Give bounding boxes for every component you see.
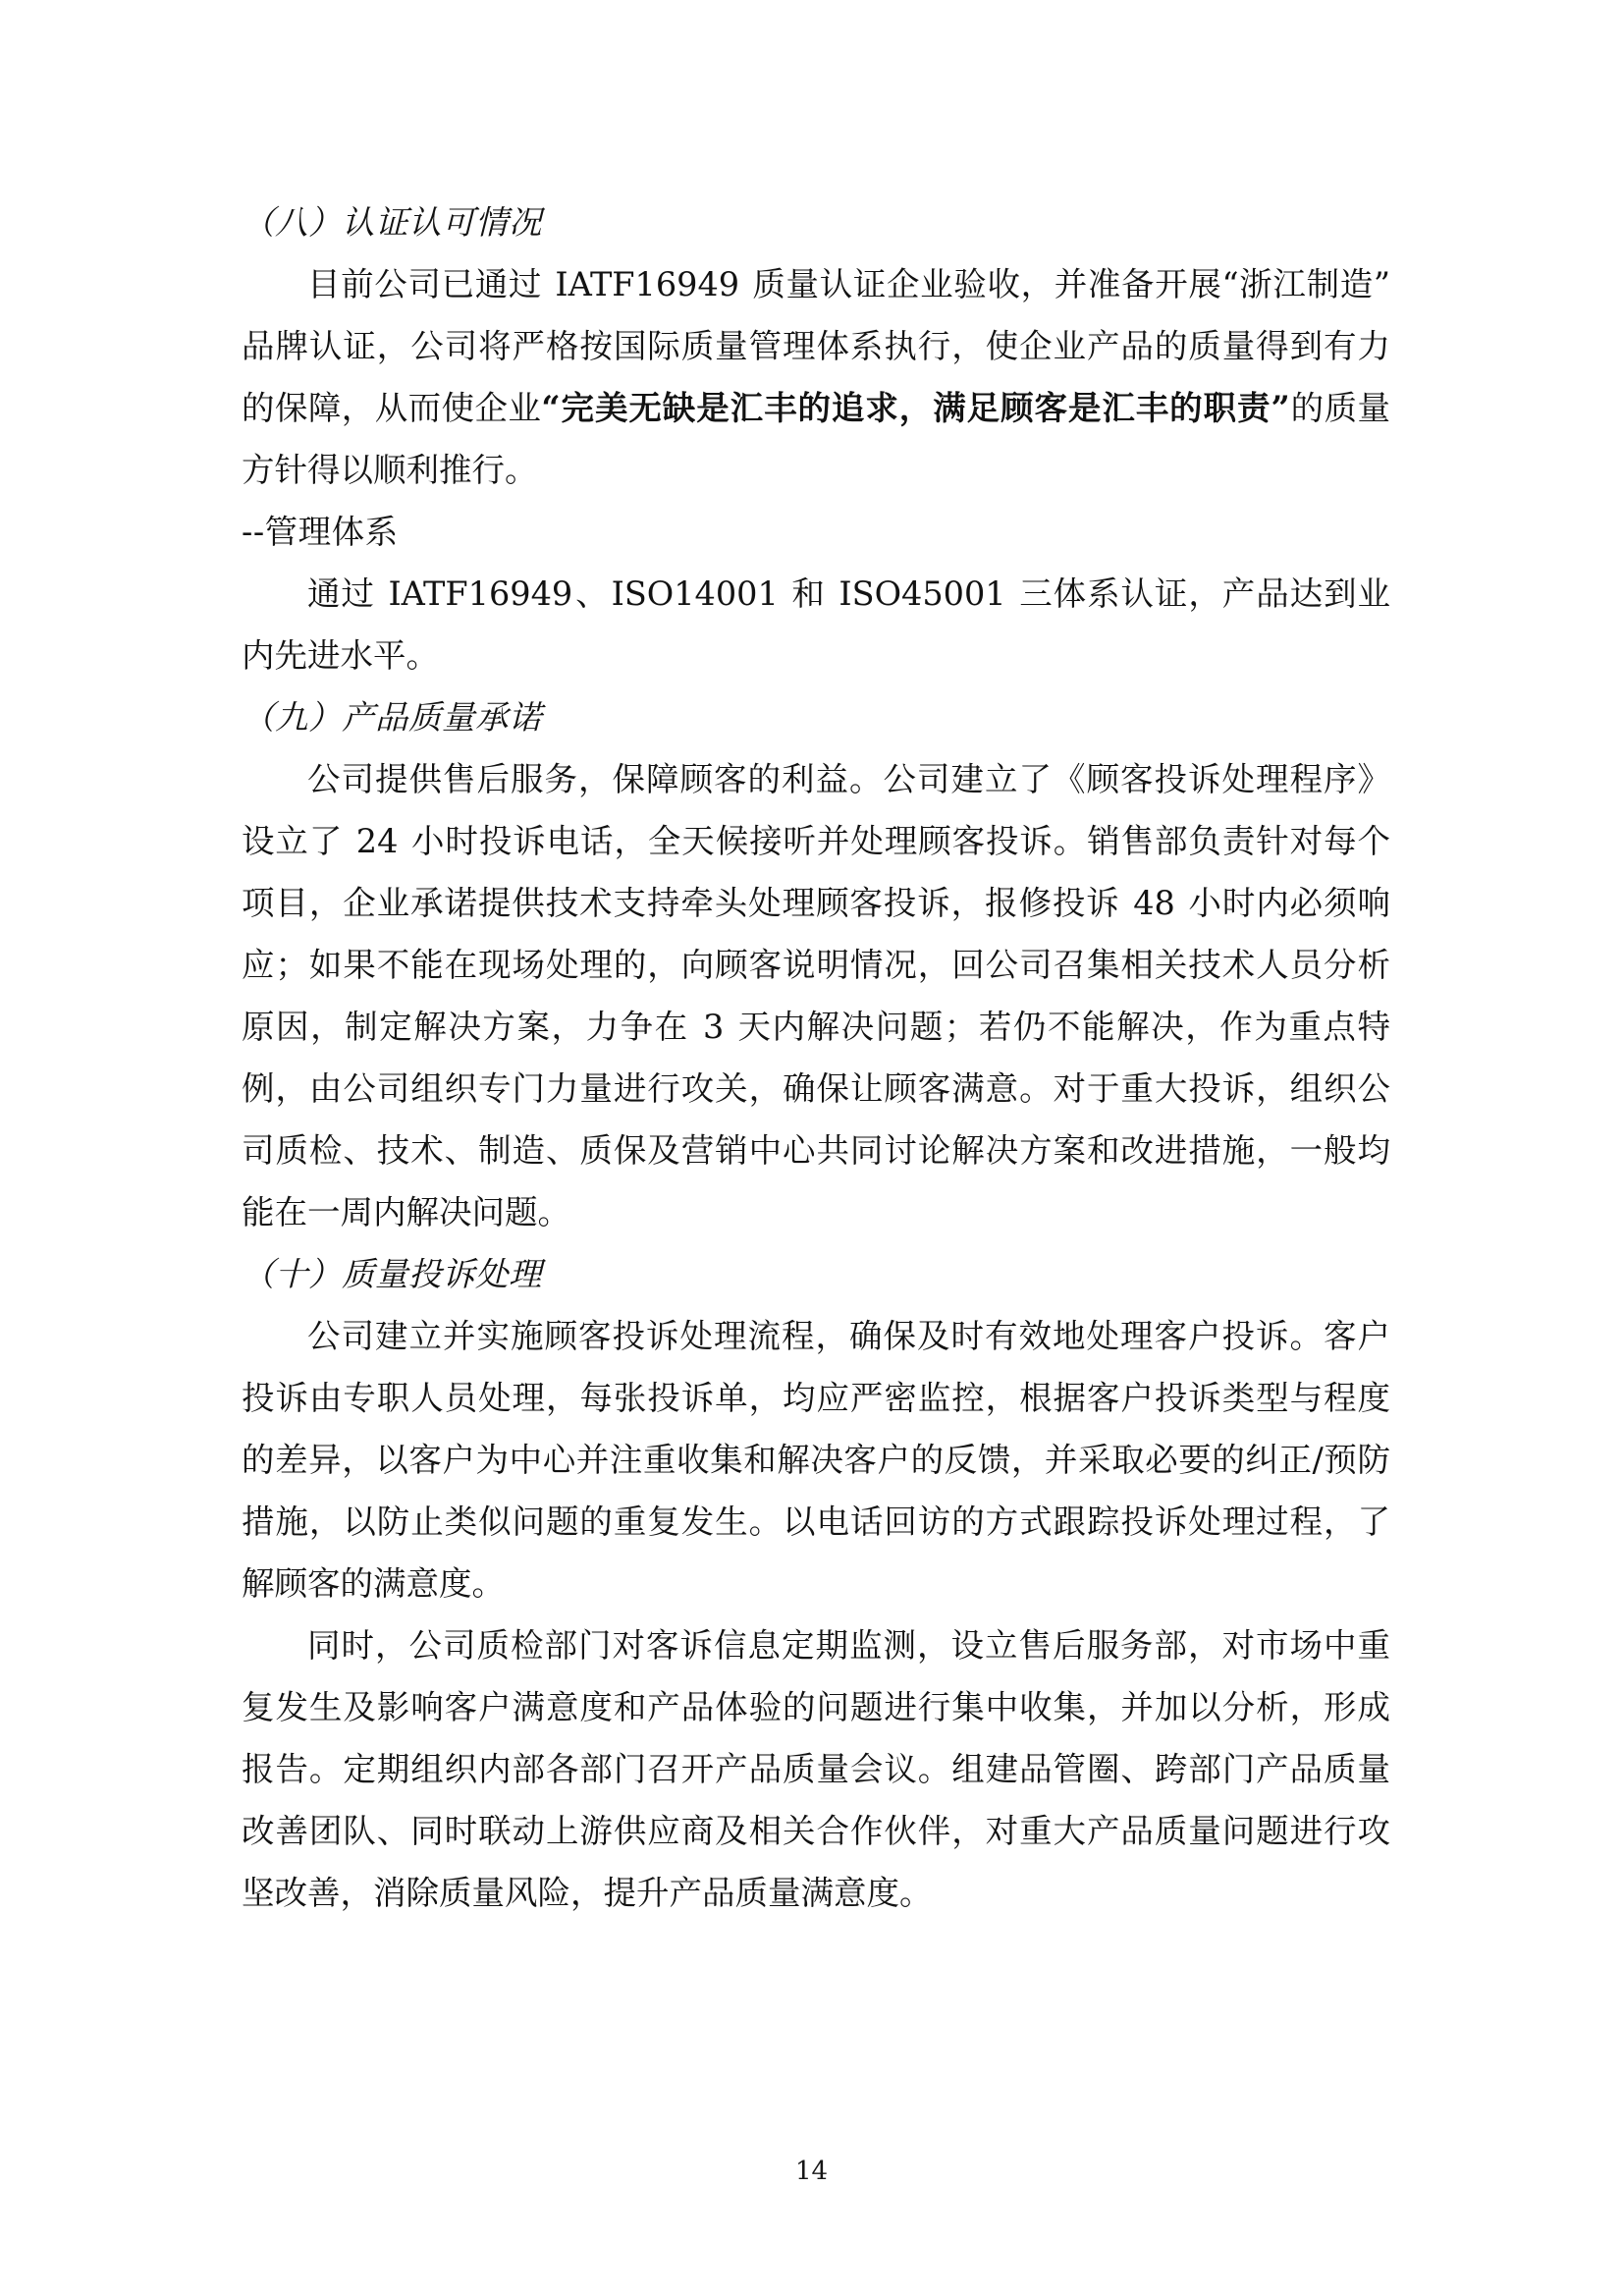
paragraph-s10-p2: 同时，公司质检部门对客诉信息定期监测，设立售后服务部，对市场中重复发生及影响客户满意度和产品体验的问题进行集中收集，并加以分析，形成报告。定期组织内部各部门召开产品质量会议。组建品管圈、跨部门产品质量改善团队、同时联动上游供应商及相关合作伙伴，对重大产品质量问题进行攻坚改善，消除质量风险，提升产品质量满意度。 [242, 1626, 1390, 1912]
paragraph-s9-p1: 公司提供售后服务，保障顾客的利益。公司建立了《顾客投诉处理程序》设立了 24 小时投诉电话，全天候接听并处理顾客投诉。销售部负责针对每个项目，企业承诺提供技术支持牵头处理顾客投诉，报修投诉 48 小时内必须响应；如果不能在现场处理的，向顾客说明情况，回公司召集相关技术人员分析原因，制定解决方案，力争在 3 天内解决问题；若仍不能解决，作为重点特例，由公司组织专门力量进行攻关，确保让顾客满意。对于重大投诉，组织公司质检、技术、制造、质保及营销中心共同讨论解决方案和改进措施，一般均能在一周内解决问题。 [242, 760, 1390, 1231]
latin-run: IATF16949 [388, 574, 573, 613]
latin-run: 48 [1133, 884, 1175, 922]
section-quality-complaint-handling [242, 1243, 1390, 1924]
section-heading-10: （十）质量投诉处理 [242, 1255, 542, 1293]
page-content [242, 191, 1390, 1924]
subsection-management-system [242, 501, 1390, 686]
paragraph-s8-sub-p1: 通过 IATF16949、ISO14001 和 ISO45001 三体系认证，产品达到业内先进水平。 [242, 574, 1391, 675]
section-certification [242, 191, 1390, 686]
quality-policy-quote: “完美无缺是汇丰的追求，满足顾客是汇丰的职责” [541, 389, 1291, 427]
latin-run: ISO14001 [611, 574, 779, 613]
section-heading-9: （九）产品质量承诺 [242, 698, 542, 737]
section-heading-8: （八）认证认可情况 [242, 203, 542, 242]
subsection-heading-management: --管理体系 [242, 513, 399, 551]
page-number: 14 [794, 2157, 829, 2186]
latin-run: 24 [355, 822, 399, 860]
latin-run: 3 [702, 1008, 725, 1046]
latin-run: ISO45001 [839, 574, 1006, 613]
paragraph-s10-p1: 公司建立并实施顾客投诉处理流程，确保及时有效地处理客户投诉。客户投诉由专职人员处理，每张投诉单，均应严密监控，根据客户投诉类型与程度的差异，以客户为中心并注重收集和解决客户的反馈，并采取必要的纠正/预防措施，以防止类似问题的重复发生。以电话回访的方式跟踪投诉处理过程，了解顾客的满意度。 [242, 1317, 1390, 1603]
section-product-quality-commitment [242, 686, 1390, 1243]
paragraph-s8-p1: 目前公司已通过 IATF16949 质量认证企业验收，并准备开展“浙江制造”品牌认证，公司将严格按国际质量管理体系执行，使企业产品的质量得到有力的保障，从而使企业“完美无缺是汇丰的追求，满足顾客是汇丰的职责”的质量方针得以顺利推行。 [242, 265, 1390, 489]
latin-run: IATF16949 [555, 265, 740, 303]
